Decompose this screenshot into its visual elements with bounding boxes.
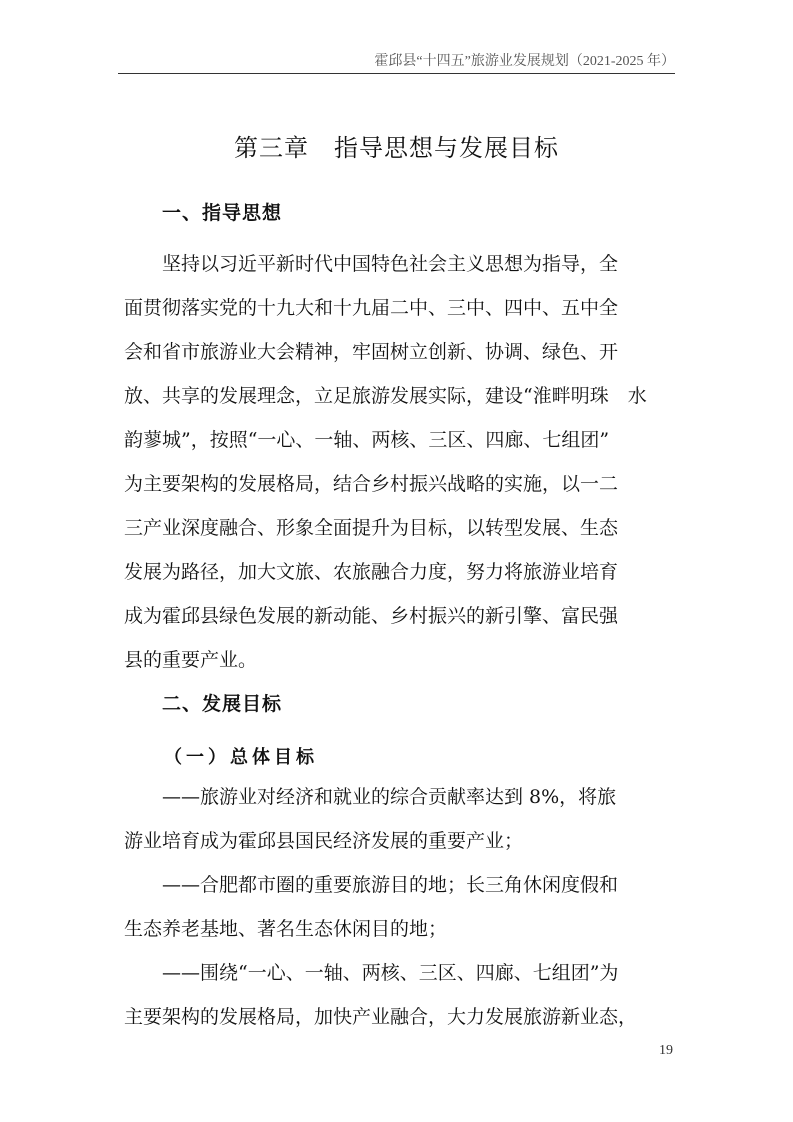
paragraph-line: 三产业深度融合、形象全面提升为目标，以转型发展、生态	[124, 517, 619, 539]
paragraph-line: 发展为路径，加大文旅、农旅融合力度，努力将旅游业培育	[124, 561, 619, 583]
chapter-title: 第三章 指导思想与发展目标	[234, 134, 559, 162]
paragraph-line: 坚持以习近平新时代中国特色社会主义思想为指导，全	[124, 253, 619, 275]
paragraph-line: 县的重要产业。	[124, 649, 258, 671]
paragraph-line: 面贯彻落实党的十九大和十九届二中、三中、四中、五中全	[124, 297, 619, 319]
paragraph-line: 为主要架构的发展格局，结合乡村振兴战略的实施，以一二	[124, 473, 619, 495]
paragraph-line: 会和省市旅游业大会精神，牢固树立创新、协调、绿色、开	[124, 341, 619, 363]
page-number: 19	[659, 1043, 673, 1058]
paragraph-line: 放、共享的发展理念，立足旅游发展实际，建设“淮畔明珠 水	[124, 385, 647, 407]
paragraph-line: ——合肥都市圈的重要旅游目的地；长三角休闲度假和	[124, 874, 619, 896]
paragraph-line: 成为霍邱县绿色发展的新动能、乡村振兴的新引擎、富民强	[124, 605, 619, 627]
paragraph-line: 主要架构的发展格局，加快产业融合，大力发展旅游新业态，	[124, 1006, 638, 1028]
header-divider	[118, 73, 675, 74]
paragraph-line: ——旅游业对经济和就业的综合贡献率达到 8%，将旅	[124, 786, 617, 808]
subsection-heading-overall-goals: （一）总体目标	[164, 747, 318, 768]
paragraph-line: 生态养老基地、著名生态休闲目的地；	[124, 918, 448, 940]
paragraph-line: 韵蓼城”，按照“一心、一轴、两核、三区、四廊、七组团”	[124, 429, 610, 451]
paragraph-line: 游业培育成为霍邱县国民经济发展的重要产业；	[124, 830, 524, 852]
running-header: 霍邱县“十四五”旅游业发展规划（2021-2025 年）	[374, 54, 675, 69]
paragraph-line: ——围绕“一心、一轴、两核、三区、四廊、七组团”为	[124, 962, 619, 984]
section-heading-guiding-ideology: 一、指导思想	[162, 202, 283, 224]
section-heading-development-goals: 二、发展目标	[162, 693, 283, 715]
